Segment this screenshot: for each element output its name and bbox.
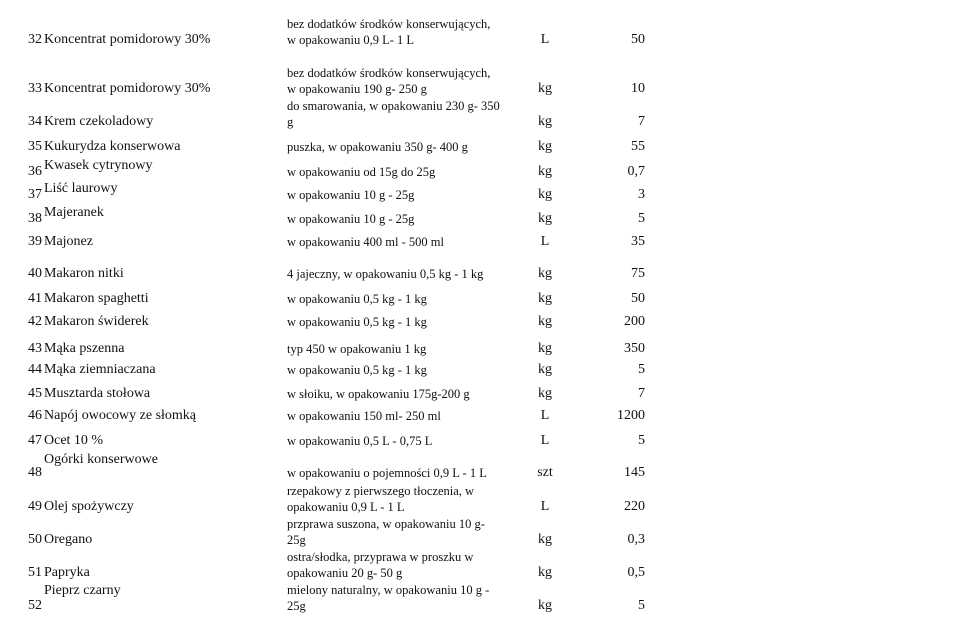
unit: kg	[538, 187, 552, 202]
product-name: Koncentrat pomidorowy 30%	[44, 32, 211, 47]
product-description: w opakowaniu 0,5 kg - 1 kg	[287, 363, 427, 377]
quantity: 220	[624, 499, 645, 514]
product-name: Liść laurowy	[44, 181, 118, 196]
row-number: 36	[28, 164, 42, 179]
quantity: 5	[638, 433, 645, 448]
table-row	[0, 362, 960, 380]
quantity: 75	[631, 266, 645, 281]
row-number: 45	[28, 386, 42, 401]
row-number: 34	[28, 114, 42, 129]
quantity: 145	[624, 465, 645, 480]
product-description: w opakowaniu od 15g do 25g	[287, 165, 436, 179]
quantity: 3	[638, 187, 645, 202]
unit: L	[540, 32, 550, 47]
unit: L	[540, 499, 550, 514]
row-number: 47	[28, 433, 42, 448]
table-row	[0, 14, 960, 54]
unit: kg	[538, 362, 552, 377]
row-number: 49	[28, 499, 42, 514]
quantity: 7	[638, 114, 645, 129]
product-name: Oregano	[44, 532, 93, 547]
unit: kg	[538, 291, 552, 306]
table-row	[0, 181, 960, 205]
quantity: 200	[624, 314, 645, 329]
quantity: 50	[631, 291, 645, 306]
product-description: w opakowaniu 0,5 L - 0,75 L	[287, 434, 433, 448]
product-name: Mąka ziemniaczana	[44, 362, 156, 377]
product-description: w opakowaniu o pojemności 0,9 L - 1 L	[287, 466, 487, 480]
table-row	[0, 386, 960, 404]
quantity: 5	[638, 598, 645, 613]
product-description: mielony naturalny, w opakowaniu 10 g - 25g	[287, 583, 490, 613]
table-row	[0, 234, 960, 252]
quantity: 0,5	[627, 565, 645, 580]
product-description: w słoiku, w opakowaniu 175g-200 g	[287, 387, 470, 401]
product-description: przprawa suszona, w opakowaniu 10 g- 25g	[287, 517, 485, 547]
product-name: Ogórki konserwowe	[44, 452, 158, 467]
unit: kg	[538, 532, 552, 547]
row-number: 40	[28, 266, 42, 281]
table-row	[0, 158, 960, 182]
unit: szt	[537, 465, 553, 480]
row-number: 48	[28, 465, 42, 480]
product-description: ostra/słodka, przyprawa w proszku w opakowaniu 20 g- 50 g	[287, 550, 474, 580]
unit: kg	[538, 386, 552, 401]
row-number: 46	[28, 408, 42, 423]
unit: kg	[538, 139, 552, 154]
product-description: w opakowaniu 0,5 kg - 1 kg	[287, 315, 427, 329]
product-description: 4 jajeczny, w opakowaniu 0,5 kg - 1 kg	[287, 267, 484, 281]
table-row	[0, 291, 960, 309]
table-row	[0, 482, 960, 518]
product-name: Krem czekoladowy	[44, 114, 154, 129]
product-description: w opakowaniu 10 g - 25g	[287, 212, 415, 226]
row-number: 42	[28, 314, 42, 329]
table-row	[0, 581, 960, 617]
quantity: 50	[631, 32, 645, 47]
product-description: w opakowaniu 150 ml- 250 ml	[287, 409, 441, 423]
unit: kg	[538, 81, 552, 96]
quantity: 7	[638, 386, 645, 401]
quantity: 35	[631, 234, 645, 249]
unit: L	[540, 408, 550, 423]
row-number: 43	[28, 341, 42, 356]
product-description: bez dodatków środków konserwujących, w opakowaniu 190 g- 250 g	[287, 66, 491, 96]
row-number: 39	[28, 234, 42, 249]
row-number: 38	[28, 211, 42, 226]
unit: kg	[538, 266, 552, 281]
table-row	[0, 341, 960, 359]
product-description: do smarowania, w opakowaniu 230 g- 350 g	[287, 99, 500, 129]
product-name: Koncentrat pomidorowy 30%	[44, 81, 211, 96]
unit: kg	[538, 341, 552, 356]
product-name: Olej spożywczy	[44, 499, 134, 514]
product-description: rzepakowy z pierwszego tłoczenia, w opakowaniu 0,9 L - 1 L	[287, 484, 475, 514]
table-row	[0, 515, 960, 551]
product-name: Papryka	[44, 565, 90, 580]
table-row	[0, 548, 960, 584]
product-description: puszka, w opakowaniu 350 g- 400 g	[287, 140, 468, 154]
quantity: 350	[624, 341, 645, 356]
unit: kg	[538, 211, 552, 226]
table-row	[0, 97, 960, 133]
table-row	[0, 408, 960, 426]
table-row	[0, 205, 960, 229]
row-number: 33	[28, 81, 42, 96]
unit: L	[540, 234, 550, 249]
quantity: 55	[631, 139, 645, 154]
table-row	[0, 64, 960, 100]
product-description: w opakowaniu 0,5 kg - 1 kg	[287, 292, 427, 306]
product-name: Makaron świderek	[44, 314, 149, 329]
quantity: 5	[638, 362, 645, 377]
product-name: Musztarda stołowa	[44, 386, 151, 401]
quantity: 1200	[617, 408, 645, 423]
table-row	[0, 314, 960, 332]
product-description: w opakowaniu 400 ml - 500 ml	[287, 235, 444, 249]
product-name: Makaron nitki	[44, 266, 124, 281]
row-number: 44	[28, 362, 42, 377]
table-row	[0, 139, 960, 157]
product-name: Kwasek cytrynowy	[44, 158, 153, 173]
product-name: Napój owocowy ze słomką	[44, 408, 197, 423]
product-name: Makaron spaghetti	[44, 291, 149, 306]
table-row	[0, 433, 960, 451]
unit: kg	[538, 565, 552, 580]
unit: kg	[538, 598, 552, 613]
unit: kg	[538, 114, 552, 129]
quantity: 10	[631, 81, 645, 96]
row-number: 41	[28, 291, 42, 306]
product-name: Majeranek	[44, 205, 104, 220]
unit: L	[540, 433, 550, 448]
row-number: 52	[28, 598, 42, 613]
product-name: Majonez	[44, 234, 93, 249]
quantity: 0,7	[627, 164, 645, 179]
table-row	[0, 452, 960, 484]
row-number: 32	[28, 32, 42, 47]
row-number: 37	[28, 187, 42, 202]
row-number: 51	[28, 565, 42, 580]
unit: kg	[538, 164, 552, 179]
quantity: 5	[638, 211, 645, 226]
product-name: Pieprz czarny	[44, 583, 121, 598]
row-number: 50	[28, 532, 42, 547]
product-name: Kukurydza konserwowa	[44, 139, 181, 154]
unit: kg	[538, 314, 552, 329]
product-description: typ 450 w opakowaniu 1 kg	[287, 342, 427, 356]
product-description: bez dodatków środków konserwujących, w opakowaniu 0,9 L- 1 L	[287, 17, 491, 47]
product-name: Ocet 10 %	[44, 433, 104, 448]
quantity: 0,3	[627, 532, 645, 547]
product-description: w opakowaniu 10 g - 25g	[287, 188, 415, 202]
product-name: Mąka pszenna	[44, 341, 125, 356]
row-number: 35	[28, 139, 42, 154]
table-row	[0, 266, 960, 284]
